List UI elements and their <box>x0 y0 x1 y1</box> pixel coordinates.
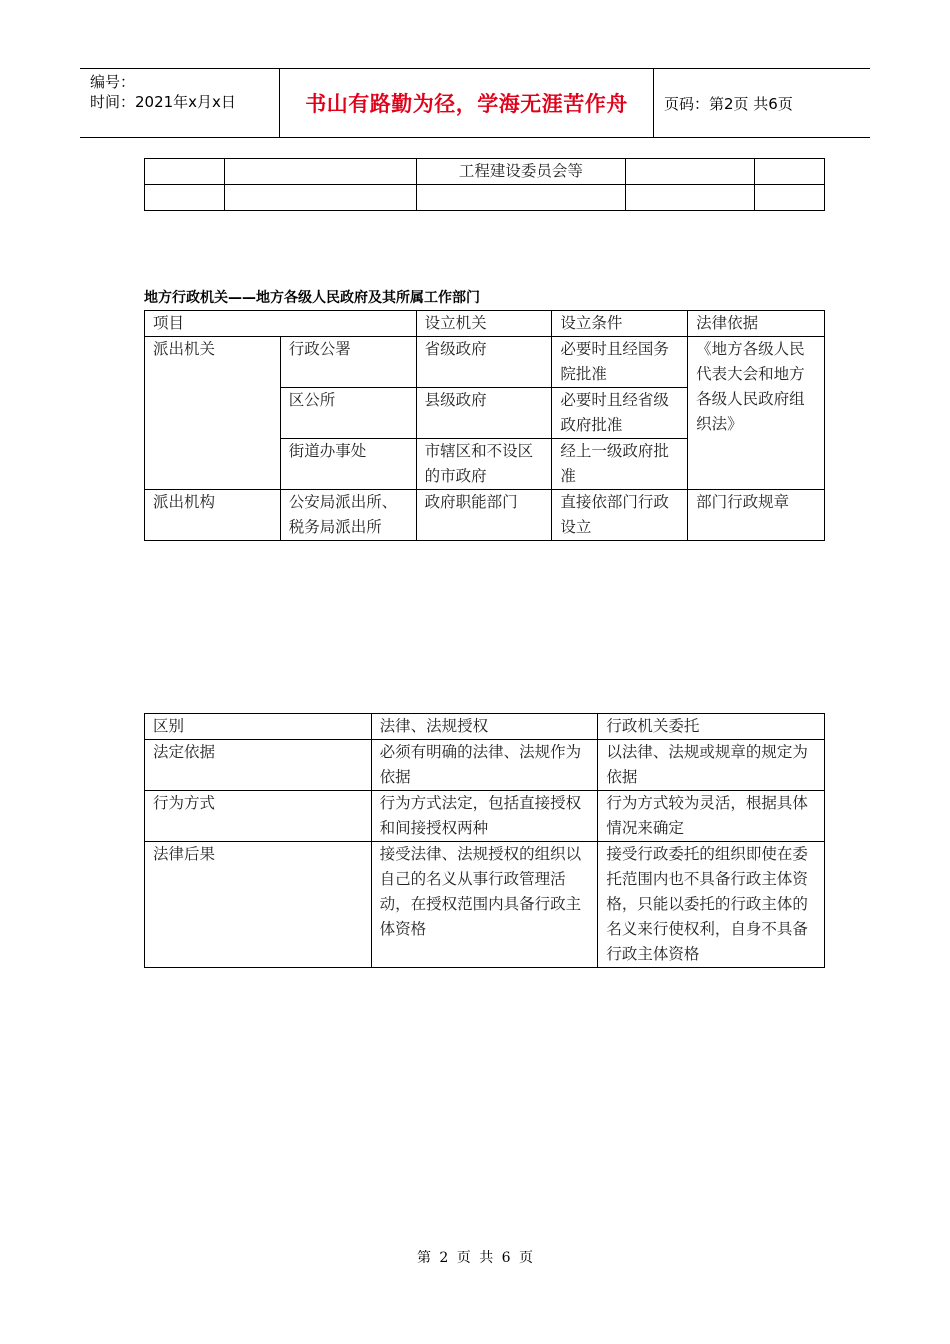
table-cell: 以法律、法规或规章的规定为依据 <box>598 740 825 791</box>
table-row <box>145 791 825 842</box>
table-cell: 市辖区和不设区的市政府 <box>416 439 552 490</box>
local-admin-table-title: 地方行政机关——地方各级人民政府及其所属工作部门 <box>144 290 480 306</box>
table-cell: 公安局派出所、税务局派出所 <box>280 490 416 541</box>
header-diff: 区别 <box>145 714 372 740</box>
table-cell: 政府职能部门 <box>416 490 552 541</box>
table-header-row <box>145 714 825 740</box>
header-delegate: 行政机关委托 <box>598 714 825 740</box>
header-motto: 书山有路勤为径，学海无涯苦作舟 <box>280 69 654 137</box>
page-header <box>80 68 870 138</box>
header-condition: 设立条件 <box>552 311 688 337</box>
table-cell <box>416 185 626 211</box>
table-row <box>145 337 825 388</box>
table-row <box>145 185 825 211</box>
row-label-paichu-jiguan: 派出机关 <box>145 337 281 490</box>
page-footer: 第 2 页 共 6 页 <box>416 1250 534 1266</box>
table-cell <box>145 159 225 185</box>
table-cell: 工程建设委员会等 <box>416 159 626 185</box>
table-cell: 部门行政规章 <box>688 490 825 541</box>
table-cell: 区公所 <box>280 388 416 439</box>
table-cell: 县级政府 <box>416 388 552 439</box>
table-cell: 直接依部门行政设立 <box>552 490 688 541</box>
table-cell: 接受行政委托的组织即使在委托范围内也不具备行政主体资格，只能以委托的行政主体的名义来行使权利，自身不具备行政主体资格 <box>598 842 825 968</box>
header-item: 项目 <box>145 311 417 337</box>
table-cell <box>145 185 225 211</box>
table-cell: 省级政府 <box>416 337 552 388</box>
table-cell: 街道办事处 <box>280 439 416 490</box>
table-cell: 必要时且经国务院批准 <box>552 337 688 388</box>
table-cell <box>755 159 825 185</box>
table-cell: 经上一级政府批准 <box>552 439 688 490</box>
header-page-code: 页码：第2页 共6页 <box>664 94 793 113</box>
row-label: 行为方式 <box>145 791 372 842</box>
continued-table <box>144 158 825 211</box>
row-label: 法律后果 <box>145 842 372 968</box>
table-cell: 必要时且经省级政府批准 <box>552 388 688 439</box>
table-header-row <box>145 311 825 337</box>
date-label: 时间：2021年x月x日 <box>90 93 236 111</box>
row-label: 法定依据 <box>145 740 372 791</box>
header-law: 法律、法规授权 <box>371 714 598 740</box>
table-cell <box>626 159 755 185</box>
serial-label: 编号： <box>90 73 136 91</box>
table-row <box>145 159 825 185</box>
table-cell <box>224 159 416 185</box>
table-cell: 行政公署 <box>280 337 416 388</box>
header-basis: 法律依据 <box>688 311 825 337</box>
local-admin-table <box>144 310 825 541</box>
table-cell <box>755 185 825 211</box>
table-row <box>145 490 825 541</box>
authorization-comparison-table <box>144 713 825 968</box>
row-label-paichu-jigou: 派出机构 <box>145 490 281 541</box>
table-cell <box>224 185 416 211</box>
table-cell <box>626 185 755 211</box>
table-cell: 接受法律、法规授权的组织以自己的名义从事行政管理活动，在授权范围内具备行政主体资格 <box>371 842 598 968</box>
table-row <box>145 740 825 791</box>
table-cell: 行为方式较为灵活，根据具体情况来确定 <box>598 791 825 842</box>
table-cell: 必须有明确的法律、法规作为依据 <box>371 740 598 791</box>
header-authority: 设立机关 <box>416 311 552 337</box>
table-cell: 行为方式法定，包括直接授权和间接授权两种 <box>371 791 598 842</box>
legal-basis-cell: 《地方各级人民代表大会和地方各级人民政府组织法》 <box>688 337 825 490</box>
table-row <box>145 842 825 968</box>
header-meta <box>80 69 280 137</box>
